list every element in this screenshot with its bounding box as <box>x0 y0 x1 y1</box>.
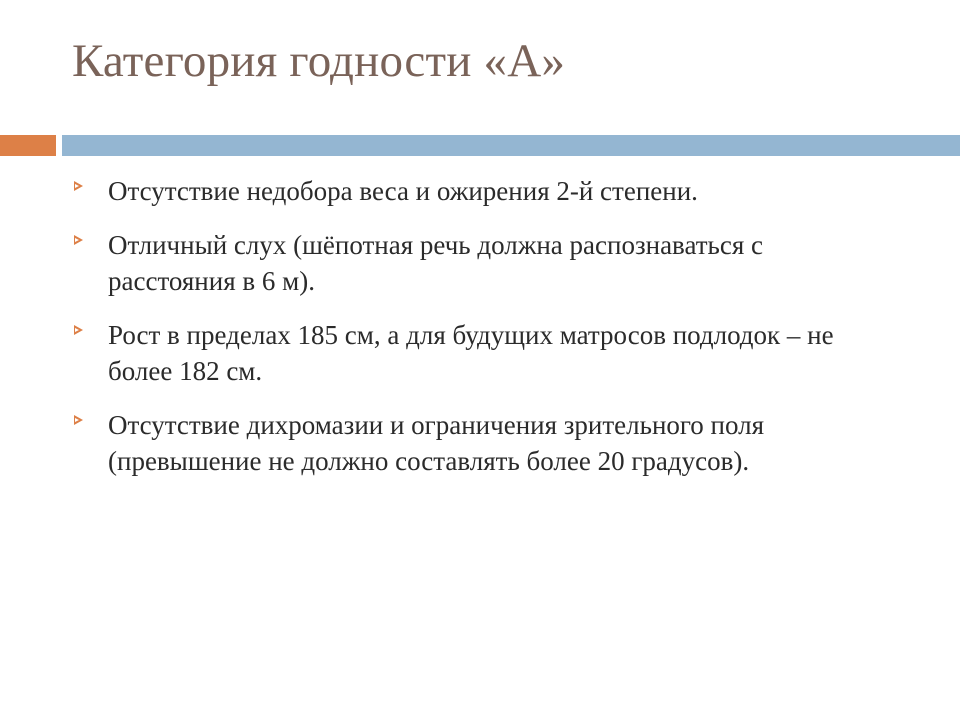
title-accent-bar-orange <box>0 135 56 156</box>
bullet-list <box>72 173 892 497</box>
arrow-bullet-icon <box>74 181 83 191</box>
bullet-text: Отсутствие недобора веса и ожирения 2-й степени. <box>108 176 698 206</box>
arrow-bullet-icon <box>74 235 83 245</box>
bullet-item <box>72 173 892 209</box>
bullet-item <box>72 227 892 299</box>
bullet-item <box>72 317 892 389</box>
arrow-bullet-icon <box>74 325 83 335</box>
title-accent-bar-blue <box>62 135 960 156</box>
slide-title: Категория годности «А» <box>72 35 566 87</box>
arrow-bullet-icon <box>74 415 83 425</box>
bullet-text: Отсутствие дихромазии и ограничения зрительного поля (превышение не должно составлять более 20 градусов). <box>108 410 765 476</box>
bullet-text: Рост в пределах 185 см, а для будущих матросов подлодок – не более 182 см. <box>108 320 834 386</box>
bullet-item <box>72 407 892 479</box>
bullet-text: Отличный слух (шёпотная речь должна распознаваться с расстояния в 6 м). <box>108 230 763 296</box>
